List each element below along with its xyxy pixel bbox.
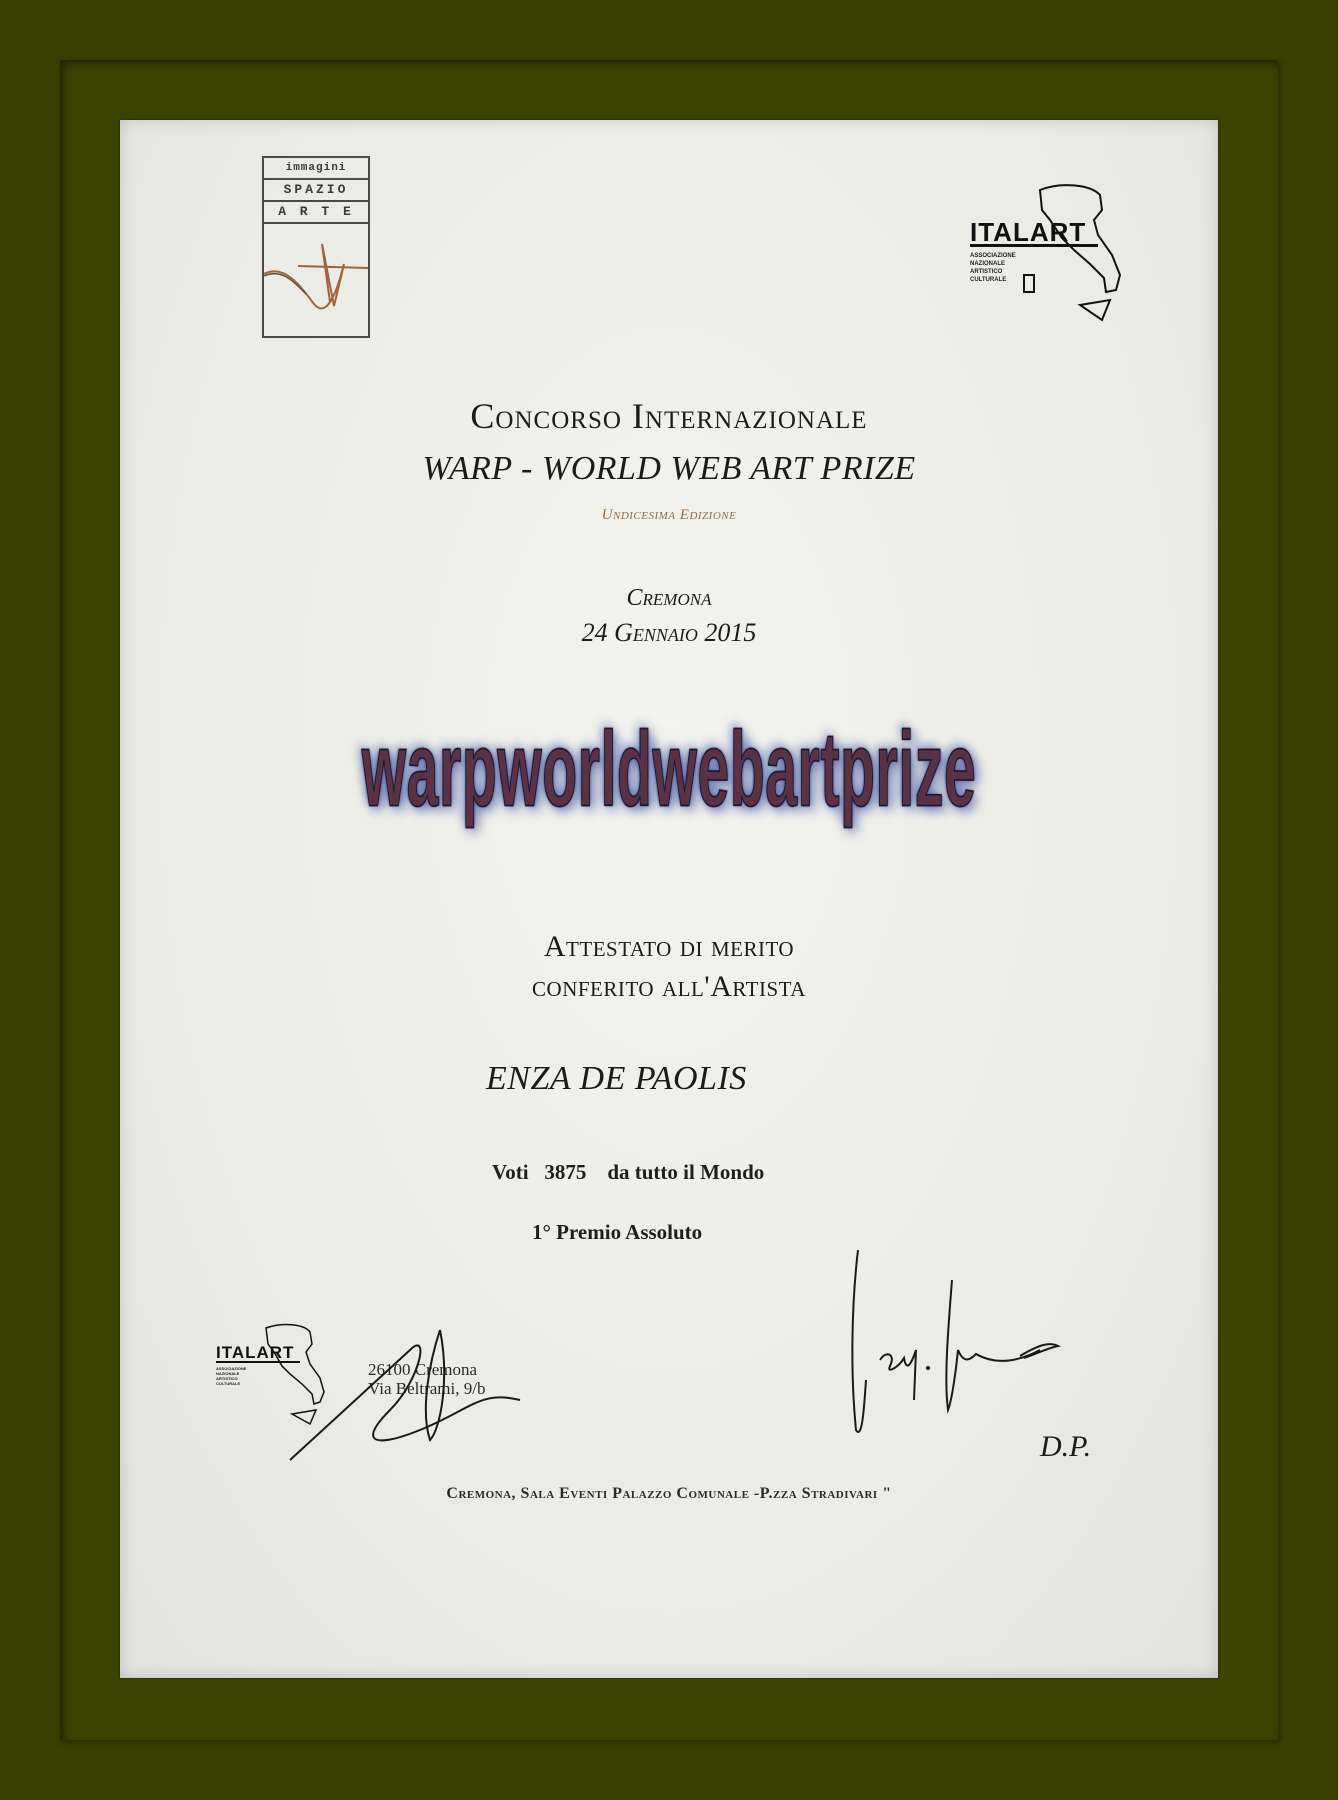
address-line-street: Via Beltrami, 9/b (368, 1379, 486, 1398)
logo-line-spazio: SPAZIO (264, 180, 368, 202)
award-title: Attestato di merito (543, 930, 795, 963)
date-label: 24 Gennaio 2015 (581, 618, 757, 647)
logo-line-immagini: immagini (264, 158, 368, 180)
italart-logo (960, 180, 1130, 330)
footer-venue: Cremona, Sala Eventi Palazzo Comunale -P.zza Stradivari " (446, 1485, 892, 1502)
logo-line-arte: A R T E (264, 202, 368, 224)
votes-text: Voti 3875 da tutto il Mondo (492, 1160, 765, 1184)
certificate-paper (120, 120, 1218, 1678)
edition-label: Undicesima Edizione (601, 507, 737, 523)
italy-map-icon (1020, 180, 1130, 330)
brush-mark-icon (264, 224, 368, 336)
signature-initials: D.P. (1040, 1430, 1092, 1463)
wordart-title: warpworldwebartprize (361, 711, 977, 829)
prize-text: 1° Premio Assoluto (532, 1220, 703, 1244)
signature-right (840, 1250, 1100, 1450)
address-line-city: 26100 Cremona (368, 1360, 478, 1379)
award-subtitle: conferito all'Artista (532, 970, 806, 1003)
heading-prize-name: WARP - WORLD WEB ART PRIZE (422, 450, 916, 487)
signature-left (280, 1320, 580, 1480)
place-label: Cremona (626, 585, 712, 611)
italart-stamp-subtitle: ASSOCIAZIONE NAZIONALE ARTISTICO CULTURALE (216, 1366, 247, 1386)
italart-name: ITALART (970, 220, 1098, 247)
italart-subtitle: ASSOCIAZIONE NAZIONALE ARTISTICO CULTURALE (970, 253, 1016, 283)
spazio-arte-logo (262, 156, 370, 338)
artist-name: ENZA DE PAOLIS (486, 1060, 747, 1097)
italart-stamp-name: ITALART (216, 1344, 300, 1363)
heading-contest: Concorso Internazionale (470, 396, 868, 436)
